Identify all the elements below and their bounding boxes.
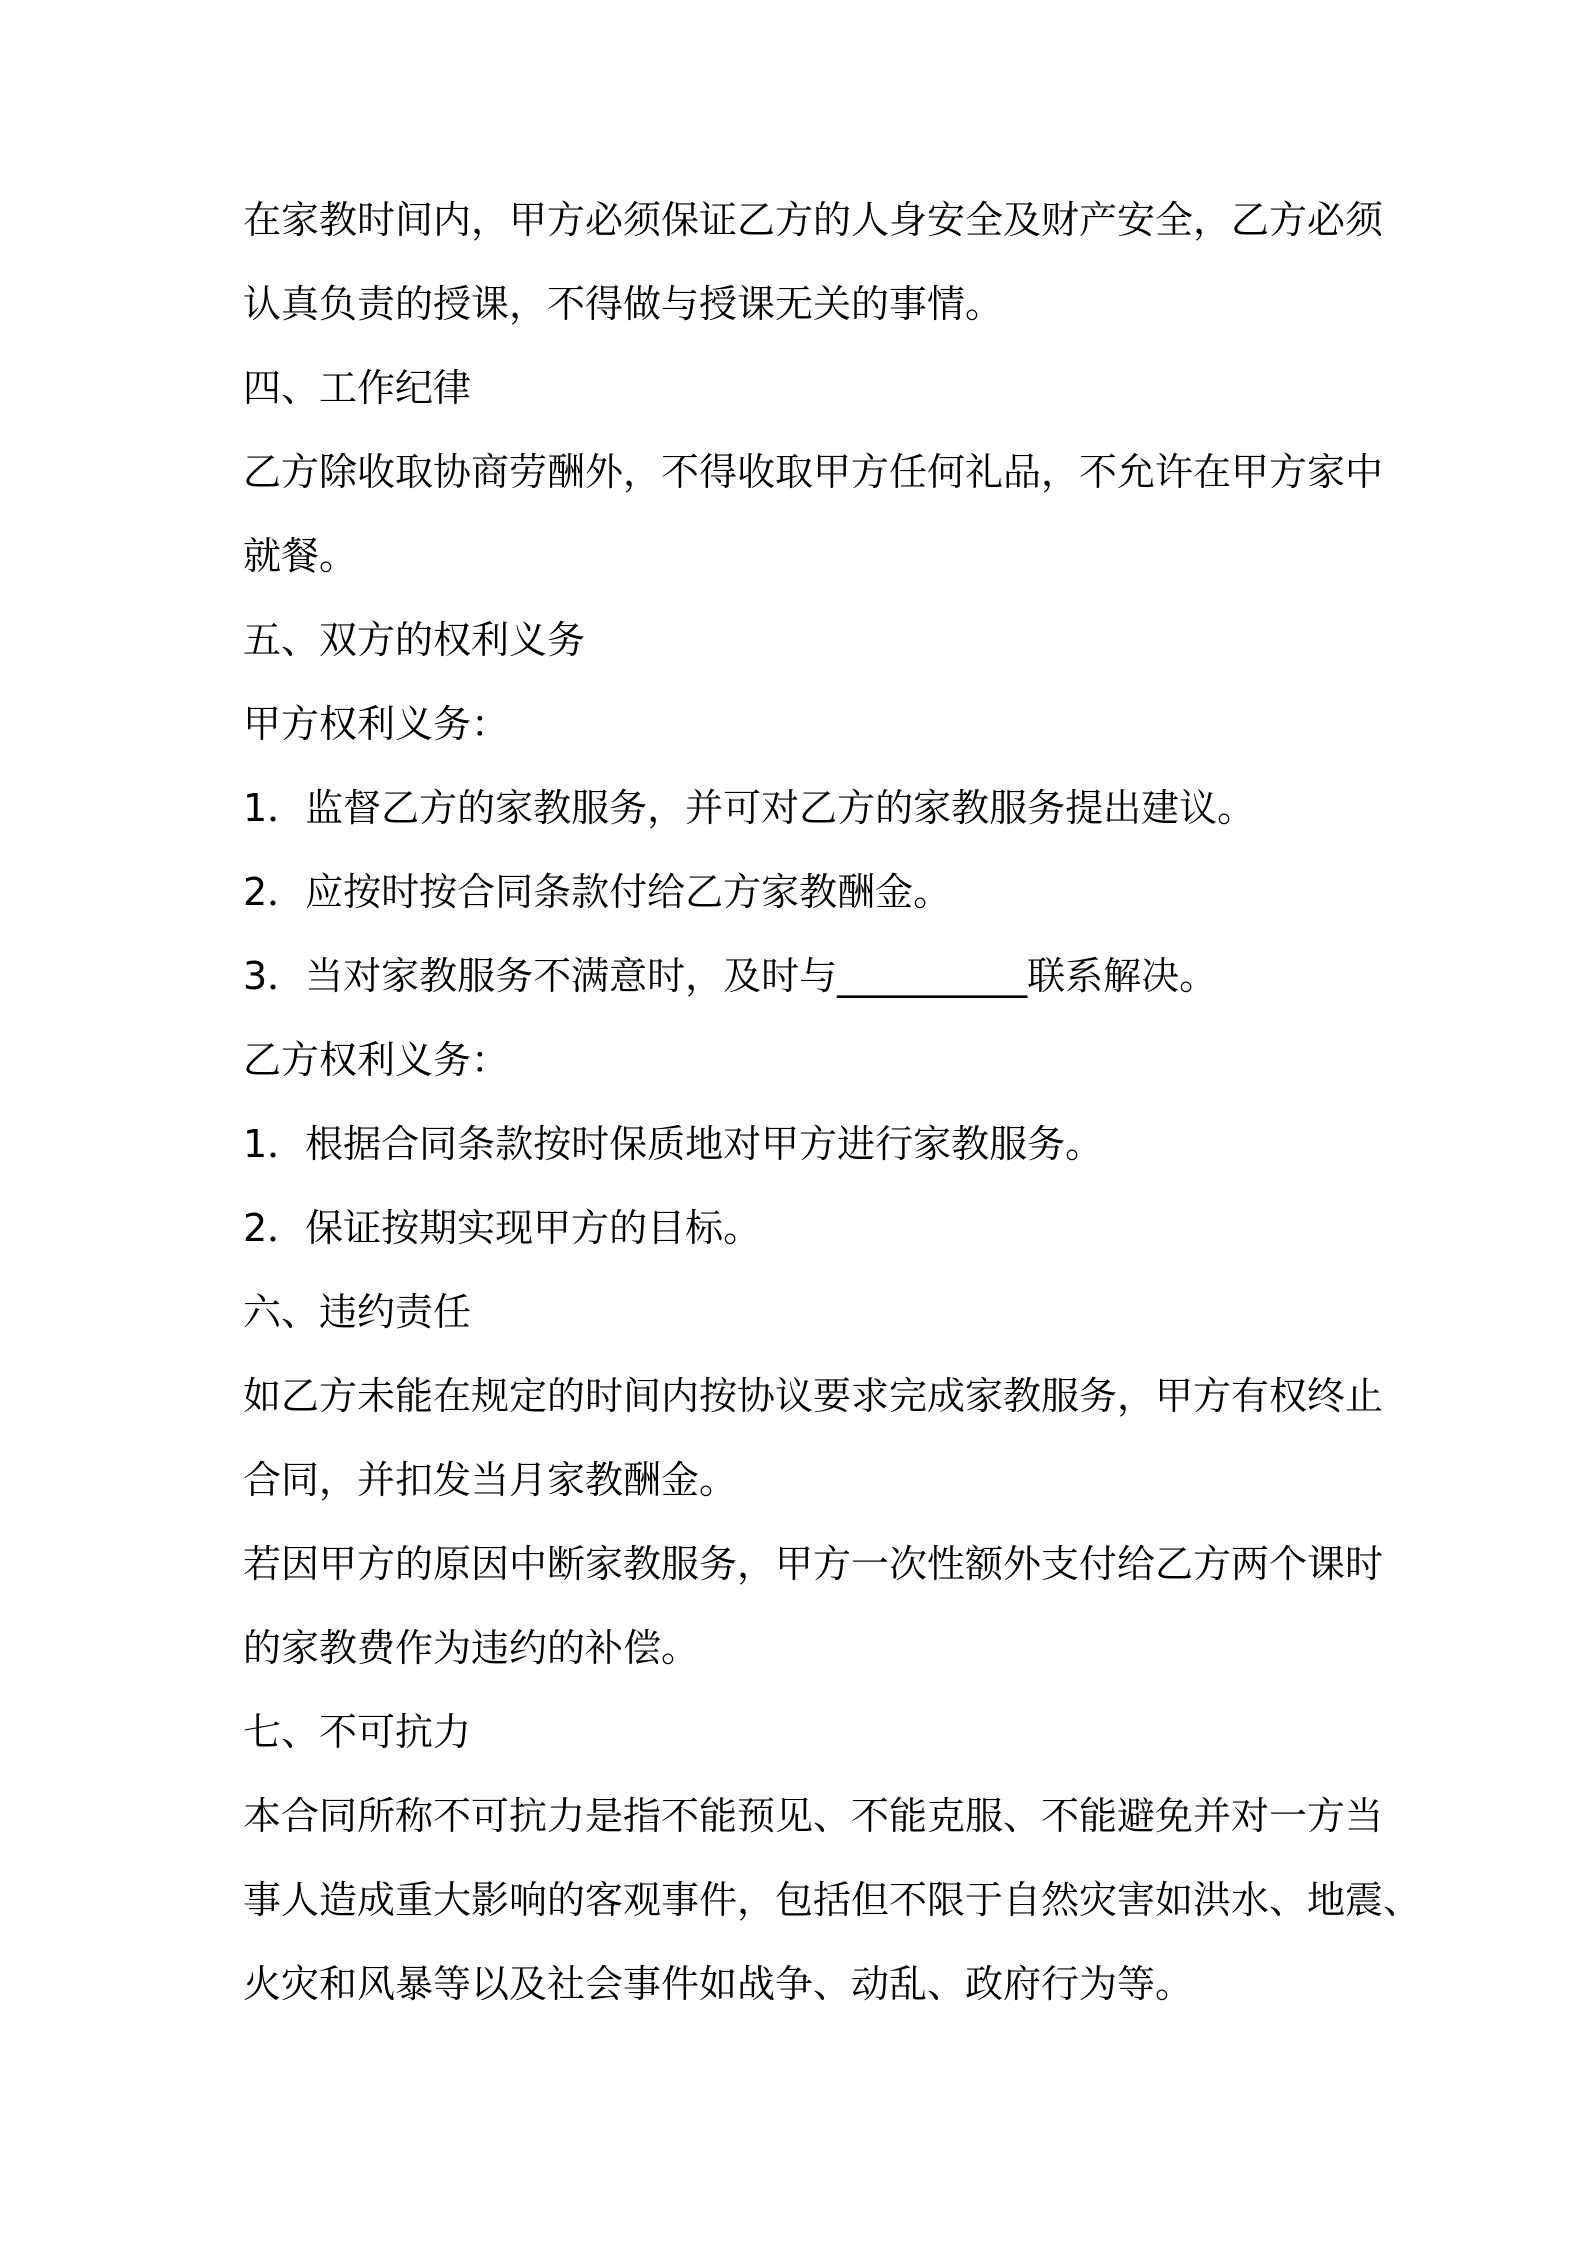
paragraph-line: 就餐。 <box>243 534 358 578</box>
list-item: 1．根据合同条款按时保质地对甲方进行家教服务。 <box>243 1122 1104 1166</box>
paragraph-line: 火灾和风暴等以及社会事件如战争、动乱、政府行为等。 <box>243 1962 1194 2006</box>
sub-heading: 甲方权利义务： <box>243 702 510 746</box>
paragraph-line: 合同，并扣发当月家教酬金。 <box>243 1458 738 1502</box>
paragraph-line: 如乙方未能在规定的时间内按协议要求完成家教服务，甲方有权终止 <box>243 1374 1384 1418</box>
section-heading: 五、双方的权利义务 <box>243 618 586 662</box>
section-heading: 七、不可抗力 <box>243 1710 472 1754</box>
section-heading: 四、工作纪律 <box>243 366 472 410</box>
paragraph-line: 认真负责的授课，不得做与授课无关的事情。 <box>243 282 1004 326</box>
list-item: 2．应按时按合同条款付给乙方家教酬金。 <box>243 870 952 914</box>
list-item: 1．监督乙方的家教服务，并可对乙方的家教服务提出建议。 <box>243 786 1256 830</box>
list-item: 2．保证按期实现甲方的目标。 <box>243 1206 762 1250</box>
paragraph-line: 的家教费作为违约的补偿。 <box>243 1626 700 1670</box>
paragraph-line: 在家教时间内，甲方必须保证乙方的人身安全及财产安全，乙方必须 <box>243 198 1384 242</box>
list-item: 3．当对家教服务不满意时，及时与__________联系解决。 <box>243 954 1218 998</box>
paragraph-line: 乙方除收取协商劳酬外，不得收取甲方任何礼品，不允许在甲方家中 <box>243 450 1384 494</box>
section-heading: 六、违约责任 <box>243 1290 472 1334</box>
paragraph-line: 本合同所称不可抗力是指不能预见、不能克服、不能避免并对一方当 <box>243 1794 1384 1838</box>
paragraph-line: 若因甲方的原因中断家教服务，甲方一次性额外支付给乙方两个课时 <box>243 1542 1384 1586</box>
sub-heading: 乙方权利义务： <box>243 1038 510 1082</box>
paragraph-line: 事人造成重大影响的客观事件，包括但不限于自然灾害如洪水、地震、 <box>243 1878 1422 1922</box>
